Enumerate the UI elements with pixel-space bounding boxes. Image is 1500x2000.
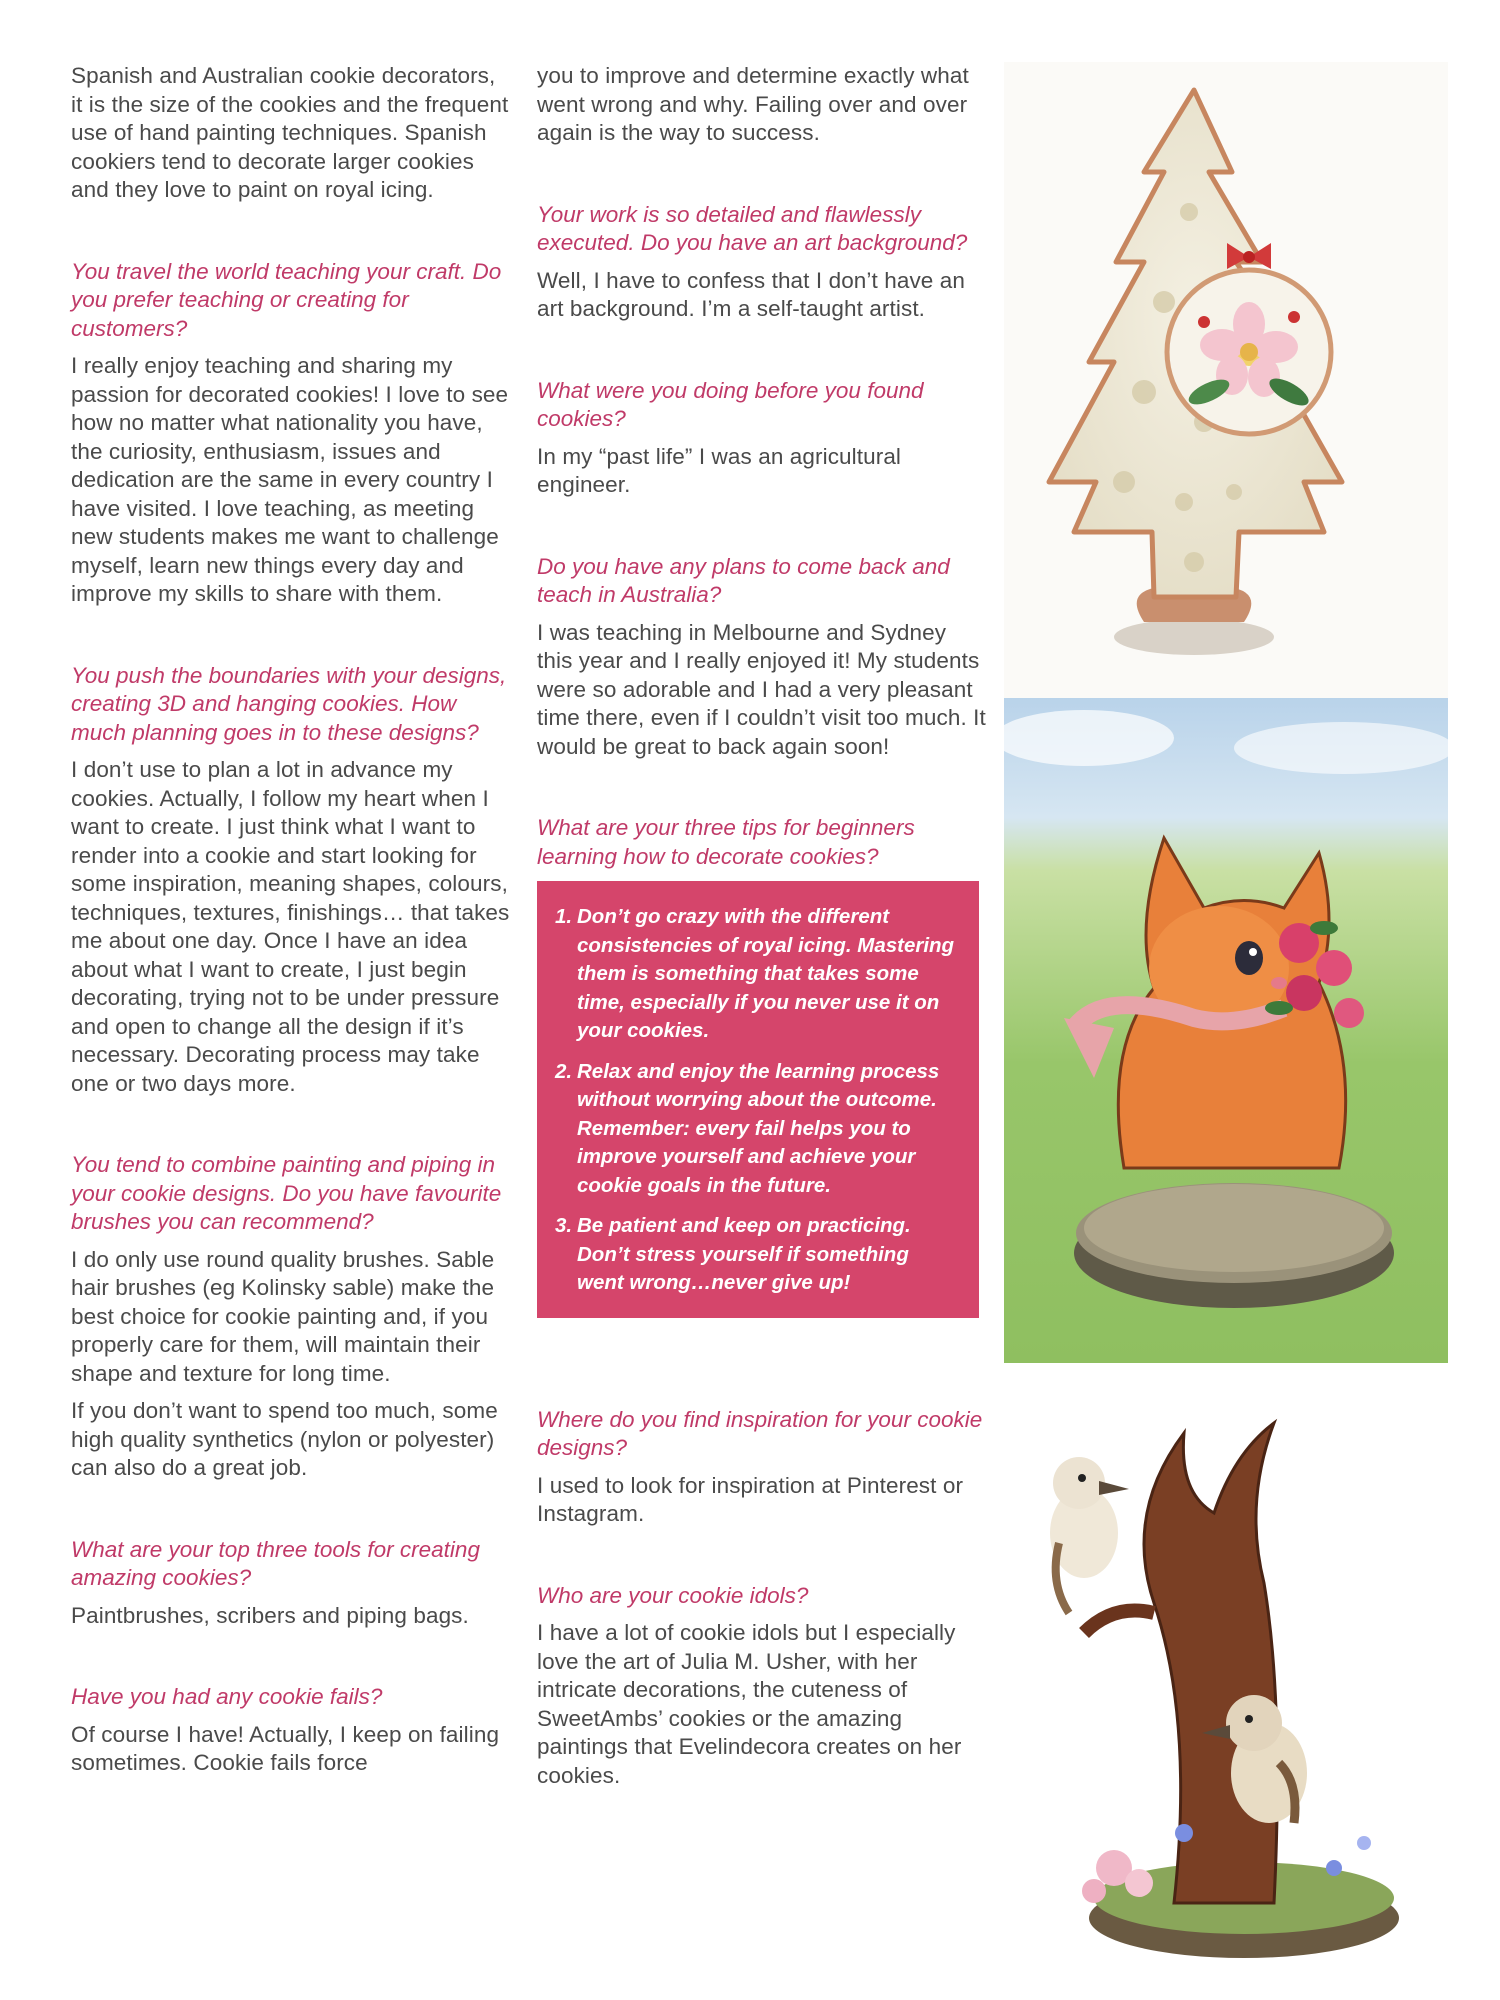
interview-question: What are your top three tools for creating amazing cookies? [71,1536,480,1590]
interview-question: You push the boundaries with your designs, creating 3D and hanging cookies. How much planning goes in to these designs? [71,662,507,745]
answer-paragraph: I used to look for inspiration at Pinterest or Instagram. [537,1472,964,1526]
photo-column [1004,62,1448,1978]
spacer [537,157,987,201]
tip-text: Relax and enjoy the learning process without worrying about the outcome. Remember: every fail helps you to improve yourself and achieve your cookie goals in the future. [577,1059,940,1197]
spacer [71,618,511,662]
interview-question: Do you have any plans to come back and teach in Australia? [537,553,950,607]
answer-paragraph: I have a lot of cookie idols but I especially love the art of Julia M. Usher, with her intricate decorations, the cuteness of SweetAmbs’ cookies or the amazing paintings that Evelindecora creates on her cookies. [537,1620,962,1788]
spacer [537,509,987,553]
answer-paragraph: I don’t use to plan a lot in advance my cookies. Actually, I follow my heart when I want to create. I just think what I want to render into a cookie and start looking for some inspiration, meaning shapes, colours, techniques, textures, finishings… that takes me about one day. Once I have an idea about what I want to create, I just begin decorating, trying not to be under pressure and open to change all the design if it’s necessary. Decorating process may take one or two days more. [71,757,510,1096]
interview-question: Who are your cookie idols? [537,1582,809,1608]
answer-paragraph: In my “past life” I was an agricultural engineer. [537,443,902,497]
kookaburra-tree-cookie-photo [1004,1363,1448,1978]
spacer [71,1492,511,1536]
spacer [537,770,987,814]
left-column [71,62,511,1787]
answer-paragraph: I was teaching in Melbourne and Sydney this year and I really enjoyed it! My students were so adorable and I had a very pleasant time there, even if I couldn’t visit too much. It would be great to back again soon! [537,619,986,759]
middle-column [537,62,987,1799]
spacer [537,1318,987,1362]
spacer [71,214,511,258]
tip-text: Don’t go crazy with the different consistencies of royal icing. Mastering them is something that takes some time, especially if you never use it on your cookies. [577,905,955,1042]
tips-box [537,881,979,1318]
interview-question: You travel the world teaching your craft. Do you prefer teaching or creating for customers? [71,258,502,341]
tip-number: 2. [555,1059,573,1083]
interview-question: Have you had any cookie fails? [71,1684,383,1709]
spacer [537,333,987,377]
kitten-cookie-photo [1004,698,1448,1363]
spacer [71,1639,511,1683]
spacer [537,1362,987,1406]
answer-paragraph: If you don’t want to spend too much, some high quality synthetics (nylon or polyester) can also do a great job. [71,1398,498,1480]
answer-paragraph: I do only use round quality brushes. Sable hair brushes (eg Kolinsky sable) make the best choice for cookie painting and, if you properly care for them, will maintain their shape and texture for long time. [71,1246,495,1386]
spacer [537,1538,987,1582]
tip-number: 3. [555,1214,573,1237]
middle-column-bottom [537,1318,987,1791]
tip-text: Be patient and keep on practicing. Don’t stress yourself if something went wrong…never give up! [577,1214,911,1294]
interview-question: Your work is so detailed and flawlessly executed. Do you have an art background? [537,201,968,255]
spacer [71,1107,511,1151]
kookaburra-icon [1050,1457,1129,1613]
interview-question: What are your three tips for beginners learning how to decorate cookies? [537,815,915,869]
tip-item [555,903,961,1046]
tree-trunk-icon [1144,1423,1277,1903]
answer-paragraph: Of course I have! Actually, I keep on failing sometimes. Cookie fails force [71,1721,500,1775]
middle-column-top [537,62,987,871]
tip-item [555,1058,961,1201]
answer-paragraph: Spanish and Australian cookie decorators, it is the size of the cookies and the frequent use of hand painting techniques. Spanish cookiers tend to decorate larger cookies and they love to paint on royal icing. [71,63,509,202]
interview-question: What were you doing before you found cookies? [537,377,924,431]
answer-paragraph: Well, I have to confess that I don’t have an art background. I’m a self-taught artist. [537,267,965,321]
answer-paragraph: I really enjoy teaching and sharing my passion for decorated cookies! I love to see how no matter what nationality you have, the curiosity, enthusiasm, issues and dedication are the same in every country I have visited. I love teaching, as meeting new students makes me want to challenge myself, learn new things every day and improve my skills to share with them. [71,353,509,606]
answer-paragraph: Paintbrushes, scribers and piping bags. [71,1602,469,1628]
answer-paragraph: you to improve and determine exactly what went wrong and why. Failing over and over again is the way to success. [537,63,969,145]
interview-question: Where do you find inspiration for your cookie designs? [537,1406,983,1460]
tip-item [555,1212,961,1298]
tip-number: 1. [555,905,573,928]
interview-question: You tend to combine painting and piping in your cookie designs. Do you have favourite brushes you can recommend? [71,1152,502,1234]
christmas-tree-cookie-photo [1004,62,1448,698]
